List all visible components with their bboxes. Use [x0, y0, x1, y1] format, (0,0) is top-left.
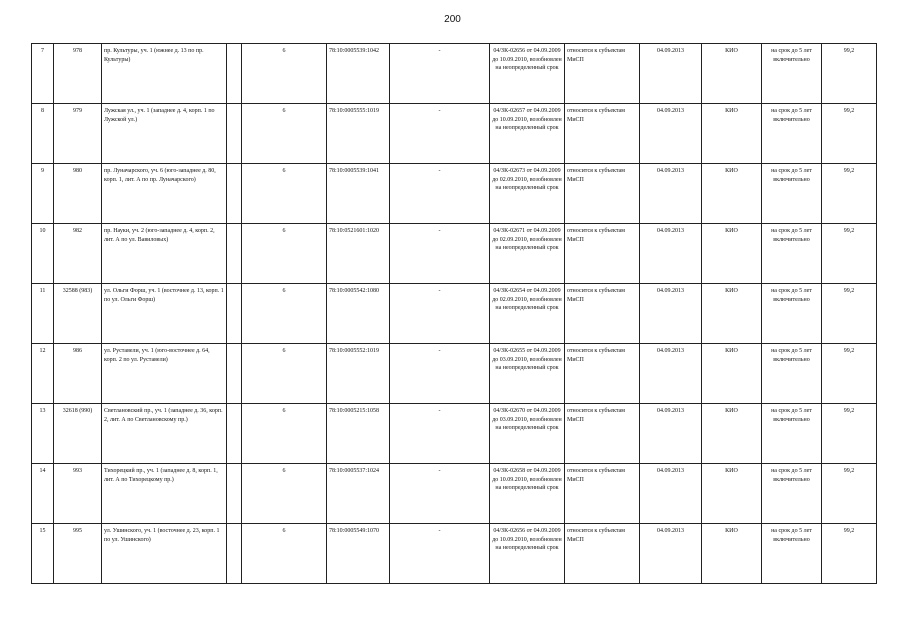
dash-cell: -: [390, 104, 490, 164]
cadastral-number: 78:10:0521601:1020: [327, 224, 390, 284]
row-number: 9: [32, 164, 54, 224]
dash-cell: -: [390, 464, 490, 524]
cadastral-number: 78:10:0005215:1058: [327, 404, 390, 464]
address-cell: Тихорецкий пр., уч. 1 (западнее д. 8, корп. 1, лит. А по Тихорецкому пр.): [102, 464, 227, 524]
table-row: [32, 524, 877, 584]
decision-cell: 04/ЗК-02656 от 04.09.2009 до 10.09.2010, возобновлен на неопределенный срок: [490, 44, 565, 104]
term-cell: на срок до 5 лет включительно: [762, 224, 822, 284]
organization-cell: КИО: [702, 104, 762, 164]
date-cell: 04.09.2013: [640, 344, 702, 404]
table-row: [32, 104, 877, 164]
term-cell: на срок до 5 лет включительно: [762, 404, 822, 464]
decision-cell: 04/ЗК-02670 от 04.09.2009 до 03.09.2010, возобновлен на неопределенный срок: [490, 404, 565, 464]
table-row: [32, 344, 877, 404]
date-cell: 04.09.2013: [640, 284, 702, 344]
owner-category: относится к субъектам МиСП: [565, 224, 640, 284]
table-row: [32, 284, 877, 344]
organization-cell: КИО: [702, 404, 762, 464]
table-row: [32, 164, 877, 224]
row-number: 14: [32, 464, 54, 524]
decision-cell: 04/ЗК-02657 от 04.09.2009 до 10.09.2010, возобновлен на неопределенный срок: [490, 104, 565, 164]
dash-cell: -: [390, 224, 490, 284]
row-number: 13: [32, 404, 54, 464]
zone-cell: 6: [242, 224, 327, 284]
dash-cell: -: [390, 44, 490, 104]
row-number: 10: [32, 224, 54, 284]
registry-number: 993: [54, 464, 102, 524]
cadastral-number: 78:10:0005539:1041: [327, 164, 390, 224]
zone-cell: 6: [242, 44, 327, 104]
term-cell: на срок до 5 лет включительно: [762, 44, 822, 104]
dash-cell: -: [390, 164, 490, 224]
date-cell: 04.09.2013: [640, 104, 702, 164]
zone-cell: 6: [242, 164, 327, 224]
organization-cell: КИО: [702, 524, 762, 584]
row-number: 7: [32, 44, 54, 104]
owner-category: относится к субъектам МиСП: [565, 44, 640, 104]
spacer-cell: [227, 464, 242, 524]
table-row: [32, 224, 877, 284]
page-number: 200: [444, 14, 461, 25]
row-number: 8: [32, 104, 54, 164]
owner-category: относится к субъектам МиСП: [565, 464, 640, 524]
zone-cell: 6: [242, 104, 327, 164]
decision-cell: 04/ЗК-02656 от 04.09.2009 до 10.09.2010, возобновлен на неопределенный срок: [490, 524, 565, 584]
owner-category: относится к субъектам МиСП: [565, 404, 640, 464]
decision-cell: 04/ЗК-02655 от 04.09.2009 до 03.09.2010, возобновлен на неопределенный срок: [490, 344, 565, 404]
percent-cell: 99,2: [822, 164, 877, 224]
decision-cell: 04/ЗК-02673 от 04.09.2009 до 02.09.2010, возобновлен на неопределенный срок: [490, 164, 565, 224]
cadastral-number: 78:10:0005539:1042: [327, 44, 390, 104]
zone-cell: 6: [242, 284, 327, 344]
owner-category: относится к субъектам МиСП: [565, 164, 640, 224]
row-number: 15: [32, 524, 54, 584]
spacer-cell: [227, 164, 242, 224]
organization-cell: КИО: [702, 344, 762, 404]
zone-cell: 6: [242, 404, 327, 464]
cadastral-number: 78:10:0005542:1080: [327, 284, 390, 344]
address-cell: ул. Руставели, уч. 1 (юго-восточнее д. 64, корп. 2 по ул. Руставели): [102, 344, 227, 404]
date-cell: 04.09.2013: [640, 44, 702, 104]
row-number: 11: [32, 284, 54, 344]
owner-category: относится к субъектам МиСП: [565, 284, 640, 344]
date-cell: 04.09.2013: [640, 524, 702, 584]
decision-cell: 04/ЗК-02658 от 04.09.2009 до 10.09.2010, возобновлен на неопределенный срок: [490, 464, 565, 524]
spacer-cell: [227, 404, 242, 464]
percent-cell: 99,2: [822, 344, 877, 404]
term-cell: на срок до 5 лет включительно: [762, 284, 822, 344]
spacer-cell: [227, 524, 242, 584]
zone-cell: 6: [242, 524, 327, 584]
zone-cell: 6: [242, 344, 327, 404]
address-cell: Светлановский пр., уч. 1 (западнее д. 36, корп. 2, лит. А по Светлановскому пр.): [102, 404, 227, 464]
organization-cell: КИО: [702, 224, 762, 284]
registry-number: 982: [54, 224, 102, 284]
date-cell: 04.09.2013: [640, 224, 702, 284]
registry-number: 995: [54, 524, 102, 584]
owner-category: относится к субъектам МиСП: [565, 524, 640, 584]
dash-cell: -: [390, 404, 490, 464]
term-cell: на срок до 5 лет включительно: [762, 344, 822, 404]
registry-number: 978: [54, 44, 102, 104]
percent-cell: 99,2: [822, 524, 877, 584]
percent-cell: 99,2: [822, 284, 877, 344]
registry-number: 979: [54, 104, 102, 164]
percent-cell: 99,2: [822, 44, 877, 104]
address-cell: ул. Ушинского, уч. 1 (восточнее д. 23, корп. 1 по ул. Ушинского): [102, 524, 227, 584]
owner-category: относится к субъектам МиСП: [565, 344, 640, 404]
cadastral-number: 78:10:0005537:1024: [327, 464, 390, 524]
address-cell: ул. Ольги Форш, уч. 1 (восточнее д. 13, корп. 1 по ул. Ольги Форш): [102, 284, 227, 344]
owner-category: относится к субъектам МиСП: [565, 104, 640, 164]
table-row: [32, 404, 877, 464]
row-number: 12: [32, 344, 54, 404]
organization-cell: КИО: [702, 464, 762, 524]
registry-number: 986: [54, 344, 102, 404]
organization-cell: КИО: [702, 164, 762, 224]
cadastral-number: 78:10:0005552:1019: [327, 344, 390, 404]
percent-cell: 99,2: [822, 224, 877, 284]
dash-cell: -: [390, 284, 490, 344]
decision-cell: 04/ЗК-02671 от 04.09.2009 до 02.09.2010, возобновлен на неопределенный срок: [490, 224, 565, 284]
date-cell: 04.09.2013: [640, 164, 702, 224]
spacer-cell: [227, 44, 242, 104]
percent-cell: 99,2: [822, 104, 877, 164]
cadastral-number: 78:10:0005555:1019: [327, 104, 390, 164]
term-cell: на срок до 5 лет включительно: [762, 104, 822, 164]
organization-cell: КИО: [702, 284, 762, 344]
address-cell: пр. Науки, уч. 2 (юго-западнее д. 4, корп. 2, лит. А по ул. Вавиловых): [102, 224, 227, 284]
spacer-cell: [227, 284, 242, 344]
cadastral-number: 78:10:0005549:1070: [327, 524, 390, 584]
term-cell: на срок до 5 лет включительно: [762, 164, 822, 224]
address-cell: пр. Культуры, уч. 1 (южнее д. 13 по пр. Культуры): [102, 44, 227, 104]
term-cell: на срок до 5 лет включительно: [762, 524, 822, 584]
table-row: [32, 44, 877, 104]
registry-number: 32588 (983): [54, 284, 102, 344]
percent-cell: 99,2: [822, 404, 877, 464]
spacer-cell: [227, 104, 242, 164]
date-cell: 04.09.2013: [640, 464, 702, 524]
zone-cell: 6: [242, 464, 327, 524]
registry-number: 32618 (990): [54, 404, 102, 464]
dash-cell: -: [390, 344, 490, 404]
table-row: [32, 464, 877, 524]
spacer-cell: [227, 224, 242, 284]
decision-cell: 04/ЗК-02654 от 04.09.2009 до 02.09.2010, возобновлен на неопределенный срок: [490, 284, 565, 344]
address-cell: пр. Луначарского, уч. 6 (юго-западнее д. 80, корп. 1, лит. А по пр. Луначарского): [102, 164, 227, 224]
date-cell: 04.09.2013: [640, 404, 702, 464]
spacer-cell: [227, 344, 242, 404]
percent-cell: 99,2: [822, 464, 877, 524]
address-cell: Лужская ул., уч. 1 (западнее д. 4, корп. 1 по Лужской ул.): [102, 104, 227, 164]
dash-cell: -: [390, 524, 490, 584]
term-cell: на срок до 5 лет включительно: [762, 464, 822, 524]
register-table: [31, 43, 877, 584]
registry-number: 980: [54, 164, 102, 224]
organization-cell: КИО: [702, 44, 762, 104]
